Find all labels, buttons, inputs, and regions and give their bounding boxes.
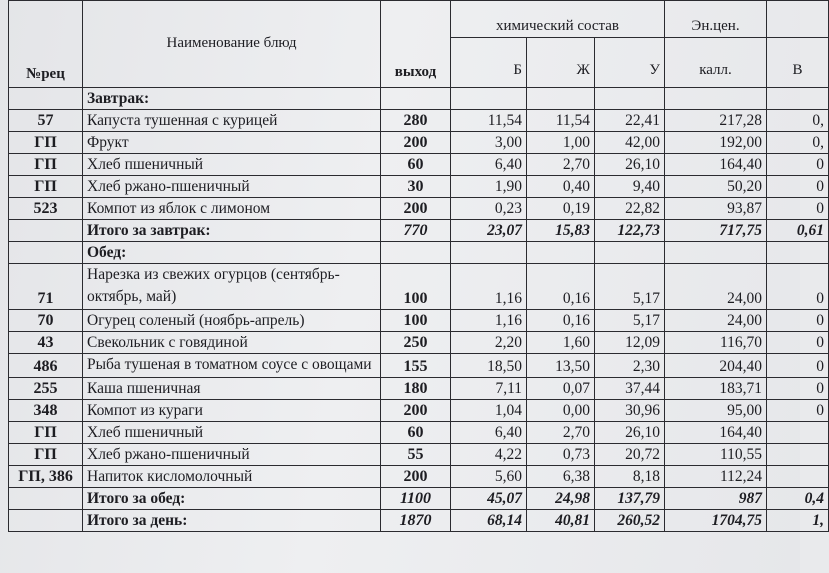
portion-output: 60 — [381, 422, 451, 444]
kcal-value: 164,40 — [665, 154, 767, 176]
recipe-number: ГП — [9, 154, 83, 176]
extra-value — [767, 466, 829, 488]
recipe-number: 523 — [9, 198, 83, 220]
fat-value: 6,38 — [527, 466, 595, 488]
portion-output: 100 — [381, 264, 451, 310]
header-b: Б — [451, 38, 527, 88]
total-label: Итого за завтрак: — [83, 220, 381, 242]
total-output: 1870 — [381, 510, 451, 532]
empty-cell — [595, 88, 665, 110]
protein-value: 5,60 — [451, 466, 527, 488]
table-row — [9, 378, 829, 400]
total-carbs: 122,73 — [595, 220, 665, 242]
header-chem: химический состав — [451, 1, 665, 38]
recipe-number: 57 — [9, 110, 83, 132]
portion-output: 200 — [381, 132, 451, 154]
dish-name: Огурец соленый (ноябрь-апрель) — [83, 310, 381, 332]
protein-value: 1,16 — [451, 264, 527, 310]
kcal-value: 24,00 — [665, 264, 767, 310]
total-kcal: 987 — [665, 488, 767, 510]
fat-value: 2,70 — [527, 154, 595, 176]
fat-value: 13,50 — [527, 354, 595, 378]
total-kcal: 1704,75 — [665, 510, 767, 532]
table-row — [9, 132, 829, 154]
fat-value: 2,70 — [527, 422, 595, 444]
kcal-value: 50,20 — [665, 176, 767, 198]
total-extra: 0,4 — [767, 488, 829, 510]
fat-value: 11,54 — [527, 110, 595, 132]
total-output: 770 — [381, 220, 451, 242]
menu-body — [9, 88, 829, 532]
carbs-value: 8,18 — [595, 466, 665, 488]
dish-name: Хлеб пшеничный — [83, 154, 381, 176]
carbs-value: 5,17 — [595, 264, 665, 310]
empty-cell — [767, 88, 829, 110]
protein-value: 1,90 — [451, 176, 527, 198]
protein-value: 0,23 — [451, 198, 527, 220]
lunch-total-row — [9, 488, 829, 510]
extra-value: 0 — [767, 176, 829, 198]
table-row — [9, 198, 829, 220]
portion-output: 155 — [381, 354, 451, 378]
table-row — [9, 422, 829, 444]
kcal-value: 164,40 — [665, 422, 767, 444]
total-fat: 24,98 — [527, 488, 595, 510]
carbs-value: 42,00 — [595, 132, 665, 154]
header-num: №рец — [9, 1, 83, 88]
portion-output: 250 — [381, 332, 451, 354]
table-row — [9, 110, 829, 132]
extra-value: 0 — [767, 310, 829, 332]
header-extra: В — [767, 38, 829, 88]
kcal-value: 112,24 — [665, 466, 767, 488]
carbs-value: 9,40 — [595, 176, 665, 198]
carbs-value: 5,17 — [595, 310, 665, 332]
fat-value: 0,07 — [527, 378, 595, 400]
recipe-number: ГП — [9, 444, 83, 466]
dish-name: Рыба тушеная в томатном соусе с овощами — [83, 354, 381, 378]
menu-table — [8, 0, 829, 532]
kcal-value: 217,28 — [665, 110, 767, 132]
header-zh: Ж — [527, 38, 595, 88]
dish-name: Свекольник с говядиной — [83, 332, 381, 354]
fat-value: 0,73 — [527, 444, 595, 466]
section-num — [9, 88, 83, 110]
table-row — [9, 466, 829, 488]
total-label: Итого за обед: — [83, 488, 381, 510]
table-row — [9, 154, 829, 176]
fat-value: 0,16 — [527, 264, 595, 310]
total-num — [9, 488, 83, 510]
extra-value — [767, 444, 829, 466]
extra-value: 0 — [767, 198, 829, 220]
empty-cell — [451, 88, 527, 110]
carbs-value: 12,09 — [595, 332, 665, 354]
empty-cell — [527, 242, 595, 264]
empty-cell — [595, 242, 665, 264]
dish-name: Нарезка из свежих огурцов (сентябрь-октябрь, май) — [83, 264, 381, 310]
carbs-value: 37,44 — [595, 378, 665, 400]
extra-value: 0 — [767, 400, 829, 422]
total-kcal: 717,75 — [665, 220, 767, 242]
dish-name: Компот из яблок с лимоном — [83, 198, 381, 220]
empty-cell — [451, 242, 527, 264]
portion-output: 200 — [381, 198, 451, 220]
total-protein: 23,07 — [451, 220, 527, 242]
recipe-number: 348 — [9, 400, 83, 422]
header-kcal: калл. — [665, 38, 767, 88]
dish-name: Каша пшеничная — [83, 378, 381, 400]
protein-value: 2,20 — [451, 332, 527, 354]
carbs-value: 26,10 — [595, 422, 665, 444]
recipe-number: 255 — [9, 378, 83, 400]
extra-value: 0 — [767, 154, 829, 176]
table-row — [9, 332, 829, 354]
protein-value: 7,11 — [451, 378, 527, 400]
recipe-number: ГП, 386 — [9, 466, 83, 488]
dish-name: Хлеб пшеничный — [83, 422, 381, 444]
total-num — [9, 510, 83, 532]
recipe-number: 70 — [9, 310, 83, 332]
carbs-value: 2,30 — [595, 354, 665, 378]
portion-output: 280 — [381, 110, 451, 132]
kcal-value: 204,40 — [665, 354, 767, 378]
dish-name: Фрукт — [83, 132, 381, 154]
kcal-value: 116,70 — [665, 332, 767, 354]
dish-name: Капуста тушенная с курицей — [83, 110, 381, 132]
header-energy: Эн.цен. — [665, 1, 767, 38]
carbs-value: 30,96 — [595, 400, 665, 422]
fat-value: 0,19 — [527, 198, 595, 220]
header-extra-top — [767, 1, 829, 38]
table-row — [9, 354, 829, 378]
dish-name: Компот из кураги — [83, 400, 381, 422]
recipe-number: 43 — [9, 332, 83, 354]
portion-output: 30 — [381, 176, 451, 198]
section-title: Обед: — [83, 242, 381, 264]
dish-name: Хлеб ржано-пшеничный — [83, 444, 381, 466]
kcal-value: 93,87 — [665, 198, 767, 220]
protein-value: 4,22 — [451, 444, 527, 466]
portion-output: 55 — [381, 444, 451, 466]
portion-output: 180 — [381, 378, 451, 400]
empty-cell — [381, 88, 451, 110]
kcal-value: 110,55 — [665, 444, 767, 466]
portion-output: 200 — [381, 400, 451, 422]
table-row — [9, 444, 829, 466]
header-output: выход — [381, 1, 451, 88]
recipe-number: ГП — [9, 132, 83, 154]
fat-value: 0,00 — [527, 400, 595, 422]
total-protein: 68,14 — [451, 510, 527, 532]
extra-value: 0 — [767, 378, 829, 400]
extra-value — [767, 422, 829, 444]
empty-cell — [665, 242, 767, 264]
fat-value: 1,00 — [527, 132, 595, 154]
protein-value: 18,50 — [451, 354, 527, 378]
header-name: Наименование блюд — [83, 1, 381, 88]
header-u: У — [595, 38, 665, 88]
protein-value: 6,40 — [451, 422, 527, 444]
kcal-value: 24,00 — [665, 310, 767, 332]
protein-value: 6,40 — [451, 154, 527, 176]
empty-cell — [527, 88, 595, 110]
table-row — [9, 400, 829, 422]
recipe-number: 486 — [9, 354, 83, 378]
extra-value: 0 — [767, 264, 829, 310]
recipe-number: 71 — [9, 264, 83, 310]
total-protein: 45,07 — [451, 488, 527, 510]
portion-output: 60 — [381, 154, 451, 176]
kcal-value: 192,00 — [665, 132, 767, 154]
section-title: Завтрак: — [83, 88, 381, 110]
fat-value: 0,16 — [527, 310, 595, 332]
portion-output: 200 — [381, 466, 451, 488]
breakfast-section — [9, 88, 829, 110]
kcal-value: 183,71 — [665, 378, 767, 400]
table-row — [9, 310, 829, 332]
kcal-value: 95,00 — [665, 400, 767, 422]
total-extra: 1, — [767, 510, 829, 532]
table-row — [9, 264, 829, 310]
empty-cell — [381, 242, 451, 264]
total-extra: 0,61 — [767, 220, 829, 242]
recipe-number: ГП — [9, 422, 83, 444]
total-carbs: 137,79 — [595, 488, 665, 510]
protein-value: 1,04 — [451, 400, 527, 422]
table-row — [9, 176, 829, 198]
empty-cell — [767, 242, 829, 264]
extra-value: 0 — [767, 354, 829, 378]
dish-name: Хлеб ржано-пшеничный — [83, 176, 381, 198]
carbs-value: 20,72 — [595, 444, 665, 466]
total-fat: 40,81 — [527, 510, 595, 532]
carbs-value: 22,41 — [595, 110, 665, 132]
protein-value: 3,00 — [451, 132, 527, 154]
extra-value: 0, — [767, 132, 829, 154]
empty-cell — [665, 88, 767, 110]
protein-value: 11,54 — [451, 110, 527, 132]
extra-value: 0 — [767, 332, 829, 354]
dish-name: Напиток кисломолочный — [83, 466, 381, 488]
total-carbs: 260,52 — [595, 510, 665, 532]
total-label: Итого за день: — [83, 510, 381, 532]
total-num — [9, 220, 83, 242]
fat-value: 1,60 — [527, 332, 595, 354]
total-fat: 15,83 — [527, 220, 595, 242]
fat-value: 0,40 — [527, 176, 595, 198]
extra-value: 0, — [767, 110, 829, 132]
section-num — [9, 242, 83, 264]
recipe-number: ГП — [9, 176, 83, 198]
carbs-value: 26,10 — [595, 154, 665, 176]
breakfast-total-row — [9, 220, 829, 242]
carbs-value: 22,82 — [595, 198, 665, 220]
portion-output: 100 — [381, 310, 451, 332]
day-total-row — [9, 510, 829, 532]
total-output: 1100 — [381, 488, 451, 510]
lunch-section — [9, 242, 829, 264]
protein-value: 1,16 — [451, 310, 527, 332]
